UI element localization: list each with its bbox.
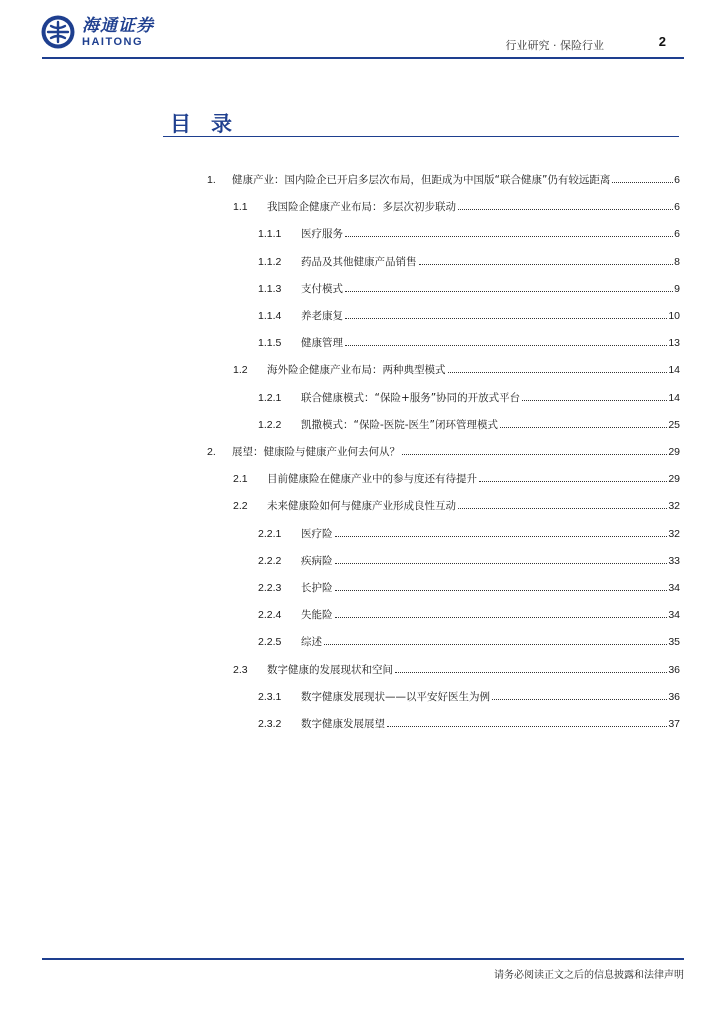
toc-entry-number: 1.1.5 <box>258 337 282 350</box>
toc-entry-title: 目前健康险在健康产业中的参与度还有待提升 <box>267 473 477 486</box>
toc-entry[interactable] <box>258 281 680 297</box>
toc-entry-page: 34 <box>668 582 680 594</box>
toc-entry-page: 6 <box>674 228 680 241</box>
toc-entry-number: 2.2.4 <box>258 609 282 622</box>
toc-entry-number: 1.1.3 <box>258 282 282 295</box>
toc-entry-title: 综述 <box>301 636 322 649</box>
toc-entry-number: 1.2.1 <box>258 391 282 404</box>
toc-entry-title: 健康产业：国内险企已开启多层次布局，但距成为中国版“联合健康”仍有较远距离 <box>232 174 611 186</box>
toc-dot-leader <box>448 372 668 373</box>
toc-entry[interactable] <box>258 226 680 242</box>
toc-entry-page: 6 <box>674 201 680 214</box>
toc-heading: 目录 <box>170 111 252 136</box>
toc-entry-number: 1.1.1 <box>258 228 282 241</box>
haitong-logo-icon <box>40 14 76 50</box>
toc-entry-page: 14 <box>668 364 680 377</box>
toc-entry-title: 数字健康的发展现状和空间 <box>267 663 393 676</box>
toc-entry-number: 2.2.2 <box>258 554 282 567</box>
toc-dot-leader <box>522 400 667 401</box>
haitong-logo <box>40 14 154 50</box>
toc-dot-leader <box>345 345 667 346</box>
toc-entry-title: 未来健康险如何与健康产业形成良性互动 <box>267 500 456 513</box>
toc-entry[interactable] <box>258 607 680 623</box>
toc-entry-number: 1. <box>207 174 216 186</box>
toc-entry-page: 34 <box>668 609 680 622</box>
logo-english-text: HAITONG <box>82 35 144 48</box>
toc-dot-leader <box>458 209 673 210</box>
logo-chinese-text: 海通证券 <box>82 15 154 36</box>
toc-entry-number: 1.2.2 <box>258 418 282 431</box>
footer-disclaimer: 请务必阅读正文之后的信息披露和法律声明 <box>494 970 684 981</box>
toc-entry-number: 1.1 <box>233 201 248 214</box>
toc-entry-title: 医疗服务 <box>301 228 343 241</box>
toc-entry[interactable] <box>258 553 680 569</box>
toc-entry-page: 29 <box>668 473 680 486</box>
toc-dot-leader <box>324 644 667 645</box>
toc-dot-leader <box>345 236 673 237</box>
toc-entry[interactable] <box>258 526 680 542</box>
toc-dot-leader <box>345 318 667 319</box>
toc-dot-leader <box>395 672 667 673</box>
toc-entry-page: 6 <box>674 174 680 186</box>
page-header <box>0 0 724 60</box>
toc-entry[interactable] <box>233 662 680 678</box>
toc-entry-title: 我国险企健康产业布局：多层次初步联动 <box>267 201 456 214</box>
toc-entry-title: 药品及其他健康产品销售 <box>301 255 417 268</box>
toc-entry-number: 2.2.3 <box>258 582 282 594</box>
header-section-label: 行业研究 · 保险行业 <box>505 39 604 52</box>
toc-entry-number: 2.2.1 <box>258 527 282 540</box>
toc-dot-leader <box>458 508 667 509</box>
toc-entry[interactable] <box>258 335 680 351</box>
toc-entry-page: 10 <box>668 310 680 322</box>
toc-entry-page: 14 <box>668 391 680 404</box>
toc-entry-title: 医疗险 <box>301 527 333 540</box>
toc-entry-title: 联合健康模式：“保险+服务”协同的开放式平台 <box>301 391 521 404</box>
toc-entry-page: 8 <box>674 255 680 268</box>
toc-dot-leader <box>387 726 667 727</box>
toc-entry[interactable] <box>233 199 680 215</box>
toc-entry-title: 长护险 <box>301 582 333 594</box>
toc-entry-page: 9 <box>674 282 680 295</box>
toc-dot-leader <box>345 291 673 292</box>
toc-entry-page: 36 <box>668 690 680 703</box>
toc-entry[interactable] <box>258 634 680 650</box>
toc-dot-leader <box>335 563 668 564</box>
toc-entry-title: 养老康复 <box>301 310 343 322</box>
toc-entry-number: 2.3.1 <box>258 690 282 703</box>
toc-entry-page: 33 <box>668 554 680 567</box>
toc-entry[interactable] <box>258 390 680 406</box>
toc-entry[interactable] <box>233 471 680 487</box>
toc-entry-number: 2.3 <box>233 663 248 676</box>
toc-entry-title: 海外险企健康产业布局：两种典型模式 <box>267 364 446 377</box>
toc-entry[interactable] <box>207 172 680 188</box>
toc-entry-page: 37 <box>668 718 680 730</box>
toc-entry[interactable] <box>207 444 680 460</box>
toc-dot-leader <box>492 699 667 700</box>
toc-dot-leader <box>500 427 667 428</box>
toc-dot-leader <box>335 590 668 591</box>
toc-entry-page: 25 <box>668 418 680 431</box>
toc-entry-title: 数字健康发展展望 <box>301 718 385 730</box>
page-number: 2 <box>658 34 666 49</box>
toc-dot-leader <box>402 454 667 455</box>
toc-entry-title: 支付模式 <box>301 282 343 295</box>
toc-entry-number: 2. <box>207 446 216 458</box>
toc-dot-leader <box>419 264 674 265</box>
toc-entry[interactable] <box>258 580 680 596</box>
toc-entry-number: 2.1 <box>233 473 248 486</box>
toc-entry-title: 凯撒模式：“保险-医院-医生”闭环管理模式 <box>301 418 498 431</box>
toc-entry-number: 1.2 <box>233 364 248 377</box>
toc-entry-number: 2.2 <box>233 500 248 513</box>
toc-dot-leader <box>335 536 668 537</box>
toc-entry[interactable] <box>258 689 680 705</box>
toc-entry-title: 健康管理 <box>301 337 343 350</box>
toc-entry-title: 展望：健康险与健康产业何去何从？ <box>232 446 400 458</box>
toc-entry[interactable] <box>258 254 680 270</box>
toc-entry-number: 2.3.2 <box>258 718 282 730</box>
footer-divider <box>42 958 684 960</box>
toc-entry-title: 数字健康发展现状——以平安好医生为例 <box>301 690 490 703</box>
toc-entry-page: 13 <box>668 337 680 350</box>
toc-dot-leader <box>612 182 673 183</box>
toc-entry-title: 失能险 <box>301 609 333 622</box>
toc-entry[interactable] <box>258 716 680 732</box>
toc-entry-page: 32 <box>668 527 680 540</box>
toc-entry[interactable] <box>233 362 680 378</box>
header-divider <box>42 57 684 59</box>
toc-entry-page: 35 <box>668 636 680 649</box>
toc-entry-title: 疾病险 <box>301 554 333 567</box>
toc-entry[interactable] <box>258 308 680 324</box>
toc-entry-page: 32 <box>668 500 680 513</box>
toc-dot-leader <box>479 481 667 482</box>
toc-heading-divider <box>163 136 679 137</box>
toc-entry[interactable] <box>258 417 680 433</box>
toc-entry[interactable] <box>233 498 680 514</box>
toc-entry-page: 29 <box>668 446 680 458</box>
toc-entry-number: 2.2.5 <box>258 636 282 649</box>
toc-entry-number: 1.1.2 <box>258 255 282 268</box>
toc-entry-number: 1.1.4 <box>258 310 282 322</box>
toc-entry-page: 36 <box>668 663 680 676</box>
toc-dot-leader <box>335 617 668 618</box>
